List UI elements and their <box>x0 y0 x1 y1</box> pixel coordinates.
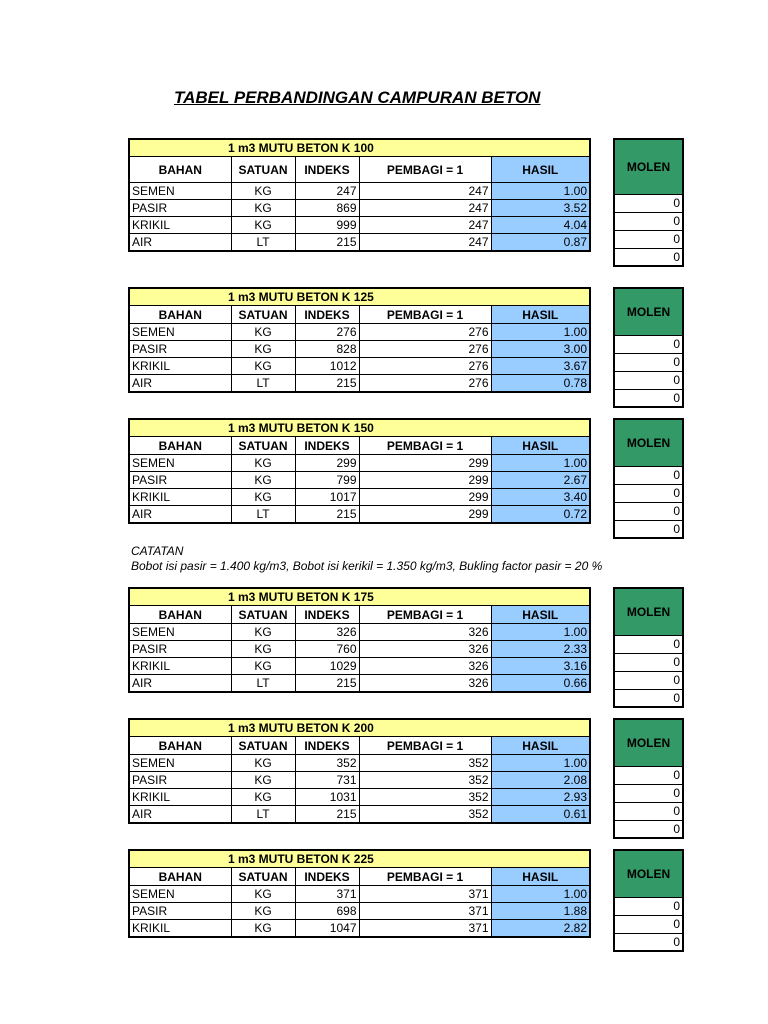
column-header-bahan: BAHAN <box>129 306 231 324</box>
cell-bahan[interactable]: AIR <box>129 675 231 693</box>
column-header-indeks: INDEKS <box>295 437 359 455</box>
cell-molen[interactable]: 0 <box>614 194 683 212</box>
molen-row <box>614 335 683 353</box>
cell-pembagi[interactable]: 352 <box>359 789 491 806</box>
column-header-bahan: BAHAN <box>129 868 231 886</box>
molen-row <box>614 194 683 212</box>
cell-molen[interactable]: 0 <box>614 784 683 802</box>
cell-satuan[interactable]: KG <box>231 658 295 675</box>
cell-satuan[interactable]: LT <box>231 375 295 393</box>
column-header-hasil: HASIL <box>491 306 590 324</box>
column-header-bahan: BAHAN <box>129 437 231 455</box>
cell-indeks[interactable]: 276 <box>295 324 359 341</box>
cell-pembagi[interactable]: 326 <box>359 624 491 641</box>
column-header-bahan: BAHAN <box>129 606 231 624</box>
cell-bahan[interactable]: SEMEN <box>129 624 231 641</box>
cell-pembagi[interactable]: 276 <box>359 341 491 358</box>
column-header-pembagi: PEMBAGI = 1 <box>359 737 491 755</box>
cell-satuan[interactable]: LT <box>231 806 295 824</box>
cell-indeks[interactable]: 799 <box>295 472 359 489</box>
molen-row <box>614 484 683 502</box>
cell-molen[interactable]: 0 <box>614 689 683 707</box>
cell-hasil[interactable]: 3.52 <box>491 200 590 217</box>
cell-hasil[interactable]: 0.87 <box>491 234 590 252</box>
molen-table-2 <box>613 418 684 539</box>
cell-pembagi[interactable]: 247 <box>359 234 491 252</box>
cell-molen[interactable]: 0 <box>614 520 683 538</box>
cell-hasil[interactable]: 3.00 <box>491 341 590 358</box>
cell-indeks[interactable]: 1017 <box>295 489 359 506</box>
mix-table-1 <box>128 287 591 393</box>
cell-satuan[interactable]: KG <box>231 624 295 641</box>
mix-table-5 <box>128 849 591 938</box>
cell-hasil[interactable]: 3.40 <box>491 489 590 506</box>
cell-bahan[interactable]: KRIKIL <box>129 489 231 506</box>
molen-row <box>614 371 683 389</box>
table-title: 1 m3 MUTU BETON K 225 <box>129 850 590 868</box>
column-header-satuan: SATUAN <box>231 437 295 455</box>
cell-pembagi[interactable]: 371 <box>359 920 491 938</box>
molen-row <box>614 933 683 951</box>
cell-hasil[interactable]: 0.78 <box>491 375 590 393</box>
cell-pembagi[interactable]: 371 <box>359 903 491 920</box>
cell-bahan[interactable]: AIR <box>129 375 231 393</box>
column-header-pembagi: PEMBAGI = 1 <box>359 157 491 183</box>
cell-molen[interactable]: 0 <box>614 466 683 484</box>
molen-header: MOLEN <box>614 588 683 635</box>
cell-indeks[interactable]: 1029 <box>295 658 359 675</box>
cell-molen[interactable]: 0 <box>614 820 683 838</box>
cell-pembagi[interactable]: 352 <box>359 806 491 824</box>
column-header-satuan: SATUAN <box>231 157 295 183</box>
table-row <box>129 506 590 524</box>
cell-molen[interactable]: 0 <box>614 371 683 389</box>
molen-row <box>614 784 683 802</box>
table-row <box>129 755 590 772</box>
column-header-pembagi: PEMBAGI = 1 <box>359 437 491 455</box>
molen-row <box>614 802 683 820</box>
molen-table-0 <box>613 138 684 267</box>
cell-pembagi[interactable]: 299 <box>359 506 491 524</box>
note-text: Bobot isi pasir = 1.400 kg/m3, Bobot isi kerikil = 1.350 kg/m3, Bukling factor pasir = 20 % <box>131 559 603 573</box>
cell-satuan[interactable]: KG <box>231 183 295 200</box>
cell-molen[interactable]: 0 <box>614 502 683 520</box>
molen-row <box>614 653 683 671</box>
cell-indeks[interactable]: 828 <box>295 341 359 358</box>
column-header-indeks: INDEKS <box>295 306 359 324</box>
cell-bahan[interactable]: SEMEN <box>129 886 231 903</box>
page-title: TABEL PERBANDINGAN CAMPURAN BETON <box>174 88 541 107</box>
column-header-indeks: INDEKS <box>295 868 359 886</box>
cell-molen[interactable]: 0 <box>614 635 683 653</box>
cell-pembagi[interactable]: 247 <box>359 217 491 234</box>
table-row <box>129 217 590 234</box>
note <box>131 544 602 574</box>
cell-molen[interactable]: 0 <box>614 802 683 820</box>
cell-bahan[interactable]: PASIR <box>129 200 231 217</box>
table-row <box>129 675 590 693</box>
molen-row <box>614 466 683 484</box>
table-row <box>129 234 590 252</box>
cell-indeks[interactable]: 1047 <box>295 920 359 938</box>
table-row <box>129 200 590 217</box>
cell-indeks[interactable]: 999 <box>295 217 359 234</box>
cell-pembagi[interactable]: 352 <box>359 772 491 789</box>
cell-hasil[interactable]: 1.00 <box>491 183 590 200</box>
cell-pembagi[interactable]: 299 <box>359 472 491 489</box>
cell-satuan[interactable]: KG <box>231 358 295 375</box>
cell-pembagi[interactable]: 247 <box>359 183 491 200</box>
molen-header: MOLEN <box>614 139 683 194</box>
cell-satuan[interactable]: KG <box>231 217 295 234</box>
table-row <box>129 806 590 824</box>
table-row <box>129 472 590 489</box>
molen-table-5 <box>613 849 684 952</box>
table-title: 1 m3 MUTU BETON K 150 <box>129 419 590 437</box>
molen-row <box>614 502 683 520</box>
cell-bahan[interactable]: AIR <box>129 806 231 824</box>
molen-row <box>614 915 683 933</box>
mix-table-3 <box>128 587 591 693</box>
cell-satuan[interactable]: KG <box>231 755 295 772</box>
table-row <box>129 624 590 641</box>
column-header-indeks: INDEKS <box>295 737 359 755</box>
cell-hasil[interactable]: 2.93 <box>491 789 590 806</box>
cell-molen[interactable]: 0 <box>614 389 683 407</box>
molen-header: MOLEN <box>614 719 683 766</box>
cell-satuan[interactable]: KG <box>231 455 295 472</box>
cell-bahan[interactable]: SEMEN <box>129 324 231 341</box>
cell-molen[interactable]: 0 <box>614 897 683 915</box>
cell-bahan[interactable]: AIR <box>129 234 231 252</box>
table-row <box>129 455 590 472</box>
table-title: 1 m3 MUTU BETON K 125 <box>129 288 590 306</box>
mix-table-2 <box>128 418 591 524</box>
table-row <box>129 772 590 789</box>
cell-bahan[interactable]: SEMEN <box>129 755 231 772</box>
cell-hasil[interactable]: 1.00 <box>491 886 590 903</box>
cell-satuan[interactable]: LT <box>231 234 295 252</box>
cell-satuan[interactable]: KG <box>231 789 295 806</box>
molen-row <box>614 689 683 707</box>
cell-molen[interactable]: 0 <box>614 353 683 371</box>
molen-row <box>614 389 683 407</box>
cell-pembagi[interactable]: 299 <box>359 455 491 472</box>
table-row <box>129 324 590 341</box>
column-header-satuan: SATUAN <box>231 306 295 324</box>
cell-indeks[interactable]: 869 <box>295 200 359 217</box>
cell-hasil[interactable]: 1.00 <box>491 624 590 641</box>
table-row <box>129 375 590 393</box>
cell-satuan[interactable]: KG <box>231 472 295 489</box>
molen-header: MOLEN <box>614 850 683 897</box>
table-row <box>129 358 590 375</box>
cell-pembagi[interactable]: 326 <box>359 675 491 693</box>
cell-hasil[interactable]: 2.33 <box>491 641 590 658</box>
cell-pembagi[interactable]: 276 <box>359 375 491 393</box>
column-header-satuan: SATUAN <box>231 868 295 886</box>
cell-pembagi[interactable]: 352 <box>359 755 491 772</box>
cell-satuan[interactable]: KG <box>231 641 295 658</box>
cell-indeks[interactable]: 760 <box>295 641 359 658</box>
cell-bahan[interactable]: PASIR <box>129 341 231 358</box>
cell-indeks[interactable]: 215 <box>295 675 359 693</box>
column-header-pembagi: PEMBAGI = 1 <box>359 606 491 624</box>
molen-row <box>614 248 683 266</box>
cell-hasil[interactable]: 1.00 <box>491 324 590 341</box>
cell-indeks[interactable]: 326 <box>295 624 359 641</box>
column-header-satuan: SATUAN <box>231 606 295 624</box>
column-header-pembagi: PEMBAGI = 1 <box>359 306 491 324</box>
cell-molen[interactable]: 0 <box>614 766 683 784</box>
cell-indeks[interactable]: 1031 <box>295 789 359 806</box>
column-header-hasil: HASIL <box>491 157 590 183</box>
cell-molen[interactable]: 0 <box>614 933 683 951</box>
cell-bahan[interactable]: PASIR <box>129 472 231 489</box>
cell-satuan[interactable]: KG <box>231 200 295 217</box>
cell-hasil[interactable]: 1.88 <box>491 903 590 920</box>
cell-bahan[interactable]: PASIR <box>129 903 231 920</box>
table-title: 1 m3 MUTU BETON K 200 <box>129 719 590 737</box>
molen-header: MOLEN <box>614 288 683 335</box>
cell-bahan[interactable]: AIR <box>129 506 231 524</box>
cell-indeks[interactable]: 215 <box>295 506 359 524</box>
cell-molen[interactable]: 0 <box>614 230 683 248</box>
cell-satuan[interactable]: LT <box>231 675 295 693</box>
cell-satuan[interactable]: LT <box>231 506 295 524</box>
table-title: 1 m3 MUTU BETON K 100 <box>129 139 590 157</box>
cell-satuan[interactable]: KG <box>231 920 295 938</box>
table-title: 1 m3 MUTU BETON K 175 <box>129 588 590 606</box>
cell-pembagi[interactable]: 276 <box>359 324 491 341</box>
cell-molen[interactable]: 0 <box>614 915 683 933</box>
cell-satuan[interactable]: KG <box>231 772 295 789</box>
molen-row <box>614 353 683 371</box>
molen-row <box>614 520 683 538</box>
cell-bahan[interactable]: KRIKIL <box>129 217 231 234</box>
column-header-hasil: HASIL <box>491 868 590 886</box>
molen-header: MOLEN <box>614 419 683 466</box>
cell-pembagi[interactable]: 276 <box>359 358 491 375</box>
column-header-indeks: INDEKS <box>295 606 359 624</box>
cell-indeks[interactable]: 1012 <box>295 358 359 375</box>
cell-molen[interactable]: 0 <box>614 335 683 353</box>
table-row <box>129 903 590 920</box>
cell-molen[interactable]: 0 <box>614 484 683 502</box>
note-label: CATATAN <box>131 544 184 558</box>
cell-hasil[interactable]: 1.00 <box>491 455 590 472</box>
molen-row <box>614 897 683 915</box>
cell-hasil[interactable]: 1.00 <box>491 755 590 772</box>
column-header-hasil: HASIL <box>491 437 590 455</box>
cell-molen[interactable]: 0 <box>614 212 683 230</box>
table-row <box>129 341 590 358</box>
cell-hasil[interactable]: 4.04 <box>491 217 590 234</box>
cell-pembagi[interactable]: 326 <box>359 641 491 658</box>
cell-bahan[interactable]: KRIKIL <box>129 658 231 675</box>
molen-row <box>614 766 683 784</box>
molen-table-4 <box>613 718 684 839</box>
cell-molen[interactable]: 0 <box>614 653 683 671</box>
cell-bahan[interactable]: SEMEN <box>129 455 231 472</box>
cell-indeks[interactable]: 299 <box>295 455 359 472</box>
column-header-bahan: BAHAN <box>129 737 231 755</box>
molen-table-3 <box>613 587 684 708</box>
table-row <box>129 641 590 658</box>
cell-hasil[interactable]: 0.66 <box>491 675 590 693</box>
mix-table-0 <box>128 138 591 252</box>
column-header-hasil: HASIL <box>491 737 590 755</box>
molen-row <box>614 635 683 653</box>
cell-bahan[interactable]: SEMEN <box>129 183 231 200</box>
molen-row <box>614 230 683 248</box>
table-row <box>129 489 590 506</box>
cell-hasil[interactable]: 2.08 <box>491 772 590 789</box>
cell-indeks[interactable]: 215 <box>295 234 359 252</box>
cell-satuan[interactable]: KG <box>231 886 295 903</box>
molen-row <box>614 212 683 230</box>
table-row <box>129 920 590 938</box>
mix-table-4 <box>128 718 591 824</box>
cell-hasil[interactable]: 0.72 <box>491 506 590 524</box>
cell-pembagi[interactable]: 326 <box>359 658 491 675</box>
cell-hasil[interactable]: 3.16 <box>491 658 590 675</box>
column-header-bahan: BAHAN <box>129 157 231 183</box>
cell-indeks[interactable]: 371 <box>295 886 359 903</box>
cell-bahan[interactable]: KRIKIL <box>129 789 231 806</box>
cell-satuan[interactable]: KG <box>231 903 295 920</box>
cell-indeks[interactable]: 215 <box>295 375 359 393</box>
cell-hasil[interactable]: 2.67 <box>491 472 590 489</box>
cell-hasil[interactable]: 0.61 <box>491 806 590 824</box>
cell-pembagi[interactable]: 371 <box>359 886 491 903</box>
cell-satuan[interactable]: KG <box>231 489 295 506</box>
cell-bahan[interactable]: KRIKIL <box>129 920 231 938</box>
table-row <box>129 886 590 903</box>
column-header-satuan: SATUAN <box>231 737 295 755</box>
table-row <box>129 183 590 200</box>
column-header-pembagi: PEMBAGI = 1 <box>359 868 491 886</box>
cell-bahan[interactable]: PASIR <box>129 772 231 789</box>
molen-row <box>614 671 683 689</box>
cell-bahan[interactable]: KRIKIL <box>129 358 231 375</box>
molen-row <box>614 820 683 838</box>
molen-table-1 <box>613 287 684 408</box>
cell-molen[interactable]: 0 <box>614 248 683 266</box>
cell-satuan[interactable]: KG <box>231 324 295 341</box>
cell-bahan[interactable]: PASIR <box>129 641 231 658</box>
cell-pembagi[interactable]: 299 <box>359 489 491 506</box>
column-header-hasil: HASIL <box>491 606 590 624</box>
cell-satuan[interactable]: KG <box>231 341 295 358</box>
table-row <box>129 658 590 675</box>
cell-indeks[interactable]: 247 <box>295 183 359 200</box>
cell-indeks[interactable]: 731 <box>295 772 359 789</box>
table-row <box>129 789 590 806</box>
cell-molen[interactable]: 0 <box>614 671 683 689</box>
column-header-indeks: INDEKS <box>295 157 359 183</box>
cell-pembagi[interactable]: 247 <box>359 200 491 217</box>
cell-indeks[interactable]: 698 <box>295 903 359 920</box>
cell-hasil[interactable]: 3.67 <box>491 358 590 375</box>
cell-hasil[interactable]: 2.82 <box>491 920 590 938</box>
cell-indeks[interactable]: 352 <box>295 755 359 772</box>
cell-indeks[interactable]: 215 <box>295 806 359 824</box>
